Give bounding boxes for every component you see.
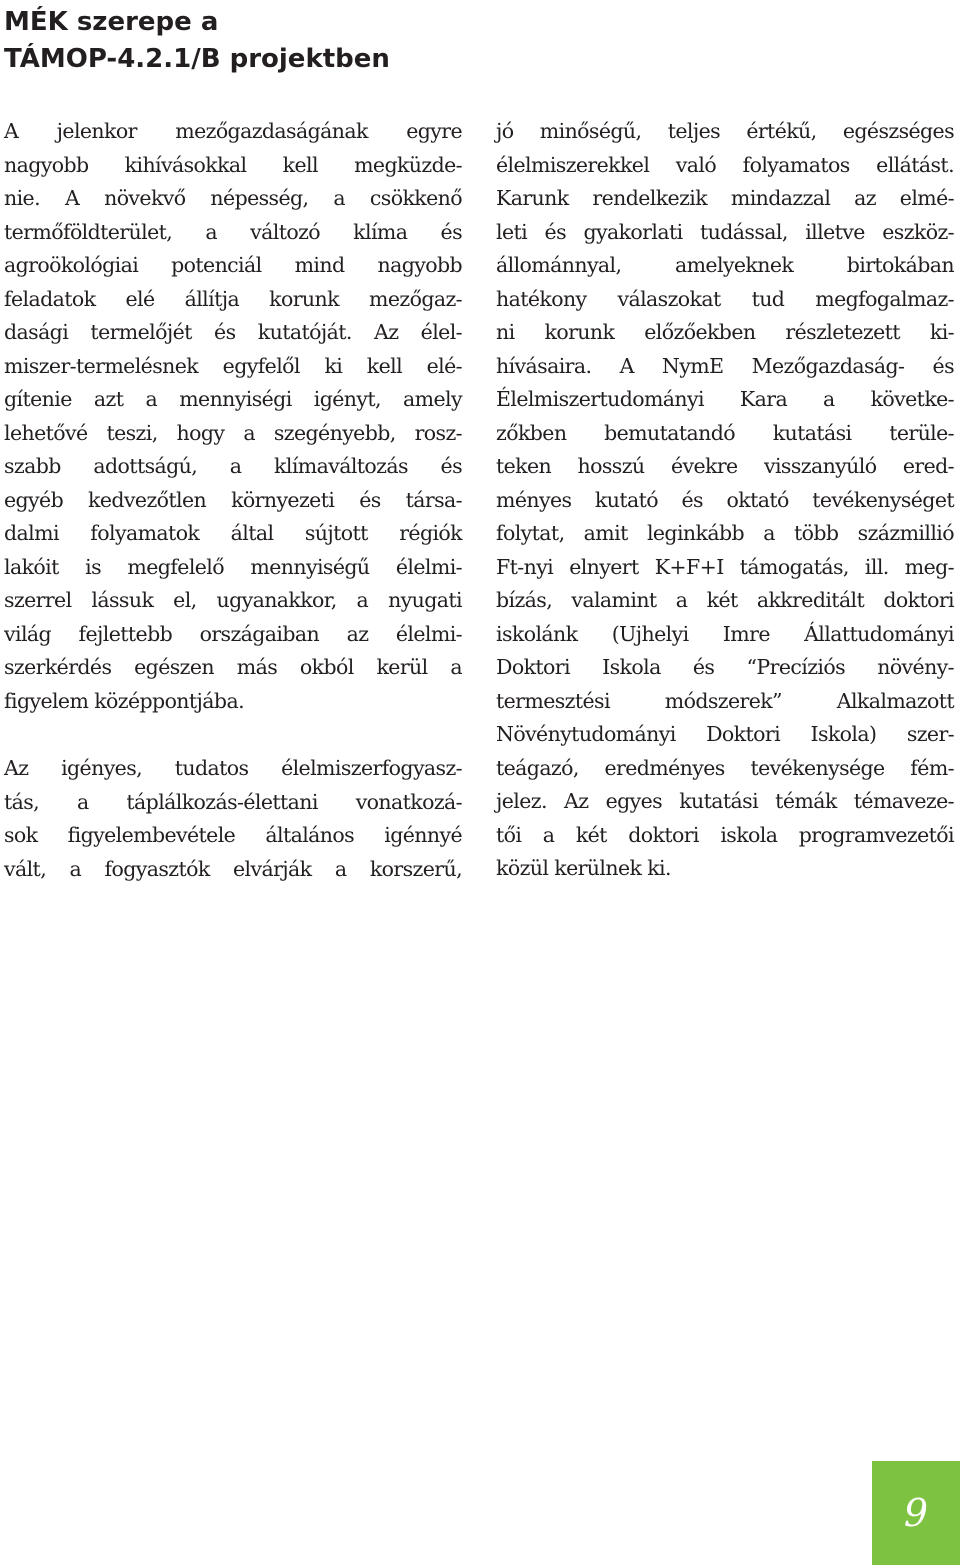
text-line: hatékony válaszokat tud megfogalmaz- <box>496 286 954 311</box>
text-line: gítenie azt a mennyiségi igényt, amely <box>4 387 462 411</box>
text-line: figyelem középpontjába. <box>4 688 244 713</box>
text-line: világ fejlettebb országaiban az élelmi- <box>4 621 462 646</box>
text-line: egyéb kedvezőtlen környezeti és társa- <box>4 487 462 512</box>
text-line: agroökológiai potenciál mind nagyobb <box>4 253 462 277</box>
text-line: szabb adottságú, a klímaváltozás és <box>4 454 462 478</box>
text-line: ményes kutató és oktató tevékenységet <box>496 487 954 512</box>
text-line: folytat, amit leginkább a több százmillió <box>496 521 954 545</box>
text-line: nie. A növekvő népesség, a csökkenő <box>4 186 462 210</box>
text-line: termőföldterület, a változó klíma és <box>4 219 462 244</box>
text-line: Élelmiszertudományi Kara a követke- <box>496 387 954 411</box>
text-line: ni korunk előzőekben részletezett ki- <box>496 320 954 344</box>
text-line: feladatok elé állítja korunk mezőgaz- <box>4 286 462 311</box>
page-number-badge <box>872 1461 960 1565</box>
text-line: termesztési módszerek” Alkalmazott <box>496 688 954 713</box>
text-line: közül kerülnek ki. <box>496 856 671 880</box>
text-line: szerrel lássuk el, ugyanakkor, a nyugati <box>4 588 462 612</box>
text-line: Növénytudományi Doktori Iskola) szer- <box>496 722 954 746</box>
text-line: A jelenkor mezőgazdaságának egyre <box>4 119 462 143</box>
text-line: zőkben bemutatandó kutatási terüle- <box>496 420 954 445</box>
text-line: élelmiszerekkel való folyamatos ellátást. <box>496 152 954 177</box>
text-line: Doktori Iskola és “Precíziós növény- <box>496 655 954 679</box>
text-line: Ft-nyi elnyert K+F+I támogatás, ill. meg- <box>496 554 954 579</box>
page-number: 9 <box>903 1491 929 1535</box>
text-line: Karunk rendelkezik mindazzal az elmé- <box>496 186 954 210</box>
page-title <box>4 4 390 78</box>
text-line: jelez. Az egyes kutatási témák témaveze- <box>496 789 954 813</box>
text-line: lehetővé teszi, hogy a szegényebb, rosz- <box>4 420 462 445</box>
paragraph-1 <box>4 115 462 718</box>
right-column <box>496 115 954 886</box>
left-column <box>4 115 462 886</box>
text-line: nagyobb kihívásokkal kell megküzde- <box>4 152 462 177</box>
text-line: Az igényes, tudatos élelmiszerfogyasz- <box>4 756 462 780</box>
text-line: dasági termelőjét és kutatóját. Az élel- <box>4 320 462 344</box>
title-line-1: MÉK szerepe a <box>4 7 219 37</box>
text-line: sok figyelembevétele általános igénnyé <box>4 823 462 847</box>
paragraph-spacer <box>4 718 462 752</box>
text-line: szerkérdés egészen más okból kerül a <box>4 655 462 679</box>
text-line: dalmi folyamatok által sújtott régiók <box>4 521 462 545</box>
text-line: hívásaira. A NymE Mezőgazdaság- és <box>496 353 954 378</box>
paragraph-continued <box>496 115 954 886</box>
text-line: leti és gyakorlati tudással, illetve eszköz- <box>496 219 954 244</box>
paragraph-2 <box>4 752 462 886</box>
text-line: jó minőségű, teljes értékű, egészséges <box>496 119 954 143</box>
text-line: állománnyal, amelyeknek birtokában <box>496 253 954 277</box>
text-line: lakóit is megfelelő mennyiségű élelmi- <box>4 554 462 579</box>
text-line: tői a két doktori iskola programvezetői <box>496 822 954 847</box>
text-line: bízás, valamint a két akkreditált doktori <box>496 588 954 612</box>
text-line: tás, a táplálkozás-élettani vonatkozá- <box>4 789 462 814</box>
text-line: iskolánk (Ujhelyi Imre Állattudományi <box>496 621 954 646</box>
text-line: teken hosszú évekre visszanyúló ered- <box>496 454 954 478</box>
text-line: vált, a fogyasztók elvárják a korszerű, <box>4 856 462 881</box>
text-line: miszer-termelésnek egyfelől ki kell elé- <box>4 353 462 378</box>
text-line: teágazó, eredményes tevékenysége fém- <box>496 755 954 780</box>
title-line-2: TÁMOP-4.2.1/B projektben <box>4 44 390 74</box>
